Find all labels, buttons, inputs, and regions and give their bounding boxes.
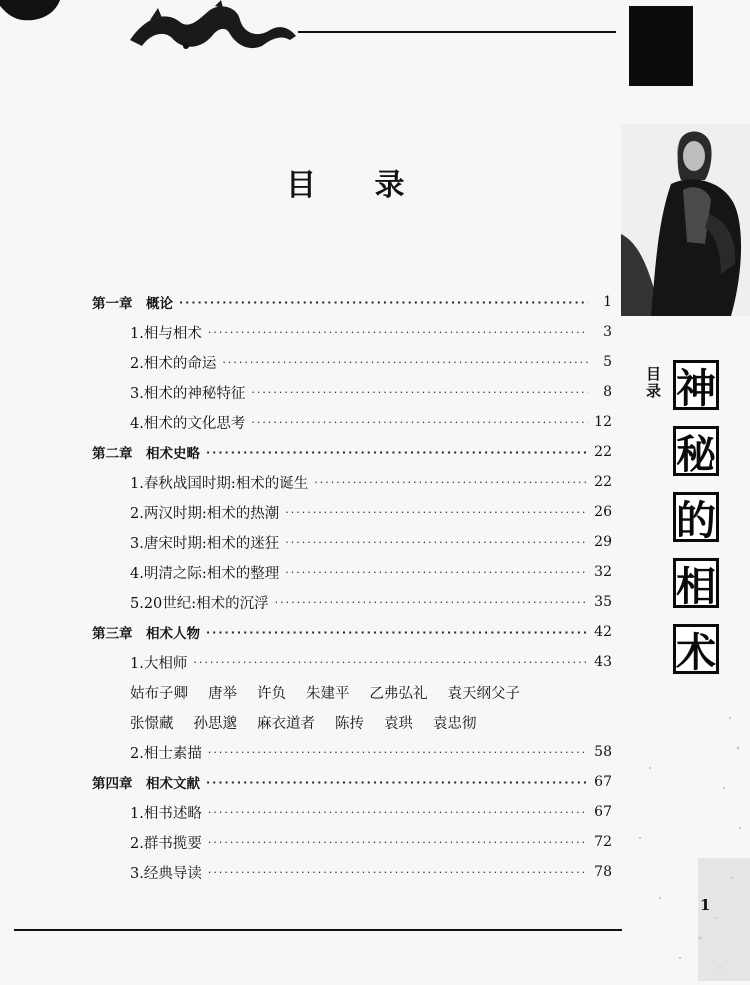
toc-page-number: 22 xyxy=(594,444,612,460)
toc-page-number: 43 xyxy=(594,654,612,670)
toc-item-row[interactable] xyxy=(92,347,612,377)
toc-item-row[interactable] xyxy=(92,467,612,497)
toc-entry-label: 3.唐宋时期:相术的迷狂 xyxy=(130,535,280,552)
bottom-rule xyxy=(14,929,622,931)
toc-leader-dots xyxy=(275,596,588,609)
toc-item-row[interactable] xyxy=(92,587,612,617)
toc-entry-label: 5.20世纪:相术的沉浮 xyxy=(130,595,269,612)
toc-entry-label: 3.相术的神秘特征 xyxy=(130,385,246,402)
toc-page-number: 29 xyxy=(594,534,612,550)
toc-item-row[interactable] xyxy=(92,827,612,857)
toc-leader-dots xyxy=(285,506,588,519)
toc-person-name: 袁忠彻 xyxy=(433,715,477,732)
toc-person-name: 许负 xyxy=(257,685,286,702)
toc-names-row xyxy=(92,707,612,737)
toc-item-row[interactable] xyxy=(92,557,612,587)
toc-leader-dots xyxy=(206,626,588,639)
toc-chapter-row[interactable] xyxy=(92,287,612,317)
toc-chapter-row[interactable] xyxy=(92,767,612,797)
toc-leader-dots xyxy=(251,386,588,399)
toc-entry-label: 1.相与相术 xyxy=(130,325,202,342)
toc-page-number: 8 xyxy=(603,384,612,400)
toc-leader-dots xyxy=(208,866,588,879)
toc-leader-dots xyxy=(208,746,588,759)
toc-page-number: 67 xyxy=(594,804,612,820)
toc-page-number: 32 xyxy=(594,564,612,580)
page-title: 目 录 xyxy=(286,168,429,203)
book-title-char: 相 xyxy=(673,558,719,608)
toc-entry-label: 4.明清之际:相术的整理 xyxy=(130,565,280,582)
toc-entry-label: 2.两汉时期:相术的热潮 xyxy=(130,505,280,522)
toc-leader-dots xyxy=(314,476,588,489)
vertical-book-title xyxy=(670,360,722,690)
toc-page-number: 1 xyxy=(603,294,612,310)
toc-person-name: 袁珙 xyxy=(384,715,413,732)
book-title-char: 术 xyxy=(673,624,719,674)
toc-item-row[interactable] xyxy=(92,797,612,827)
top-rule xyxy=(298,31,616,33)
toc-leader-dots xyxy=(251,416,588,429)
toc-leader-dots xyxy=(208,836,588,849)
side-mulu-label: 目录 xyxy=(646,365,662,400)
toc-entry-label: 4.相术的文化思考 xyxy=(130,415,246,432)
toc-entry-label: 1.春秋战国时期:相术的诞生 xyxy=(130,475,309,492)
toc-entry-label: 第一章 概论 xyxy=(92,296,173,312)
toc-page-number: 42 xyxy=(594,624,612,640)
dragon-ornament xyxy=(0,0,300,58)
toc-person-name: 张憬藏 xyxy=(130,715,174,732)
toc-entry-label: 1.相书述略 xyxy=(130,805,202,822)
toc-page-number: 3 xyxy=(603,324,612,340)
toc-item-row[interactable] xyxy=(92,737,612,767)
toc-names-row xyxy=(92,677,612,707)
toc-entry-label: 第二章 相术史略 xyxy=(92,446,200,462)
toc-leader-dots xyxy=(208,806,588,819)
toc-page-number: 58 xyxy=(594,744,612,760)
portrait-photo xyxy=(621,124,750,316)
toc-leader-dots xyxy=(193,656,588,669)
toc-leader-dots xyxy=(206,446,588,459)
toc-leader-dots xyxy=(179,296,588,309)
book-title-char: 秘 xyxy=(673,426,719,476)
toc-person-name: 朱建平 xyxy=(306,685,350,702)
table-of-contents xyxy=(92,287,612,887)
toc-person-name: 麻衣道者 xyxy=(257,715,315,732)
toc-item-row[interactable] xyxy=(92,527,612,557)
toc-leader-dots xyxy=(285,566,588,579)
book-title-char: 神 xyxy=(673,360,719,410)
toc-chapter-row[interactable] xyxy=(92,617,612,647)
toc-page-number: 35 xyxy=(594,594,612,610)
book-title-char: 的 xyxy=(673,492,719,542)
corner-block xyxy=(629,6,693,86)
toc-page-number: 26 xyxy=(594,504,612,520)
toc-person-name: 袁天纲父子 xyxy=(447,685,520,702)
toc-item-row[interactable] xyxy=(92,497,612,527)
toc-leader-dots xyxy=(208,326,588,339)
page-number: 1 xyxy=(700,896,711,914)
toc-entry-label: 2.群书揽要 xyxy=(130,835,202,852)
toc-leader-dots xyxy=(222,356,588,369)
toc-item-row[interactable] xyxy=(92,647,612,677)
toc-person-name: 唐举 xyxy=(208,685,237,702)
toc-person-name: 陈抟 xyxy=(335,715,364,732)
toc-item-row[interactable] xyxy=(92,857,612,887)
toc-page-number: 72 xyxy=(594,834,612,850)
toc-entry-label: 3.经典导读 xyxy=(130,865,202,882)
toc-page-number: 67 xyxy=(594,774,612,790)
toc-entry-label: 2.相术的命运 xyxy=(130,355,217,372)
toc-person-name: 孙思邈 xyxy=(193,715,237,732)
toc-entry-label: 第四章 相术文献 xyxy=(92,776,200,792)
toc-entry-label: 1.大相师 xyxy=(130,655,188,672)
toc-chapter-row[interactable] xyxy=(92,437,612,467)
toc-item-row[interactable] xyxy=(92,407,612,437)
toc-leader-dots xyxy=(206,776,588,789)
toc-page-number: 22 xyxy=(594,474,612,490)
toc-item-row[interactable] xyxy=(92,317,612,347)
toc-page-number: 5 xyxy=(603,354,612,370)
toc-item-row[interactable] xyxy=(92,377,612,407)
toc-person-name: 乙弗弘礼 xyxy=(369,685,428,702)
toc-person-name: 姑布子卿 xyxy=(130,685,188,702)
toc-entry-label: 第三章 相术人物 xyxy=(92,626,200,642)
toc-page-number: 12 xyxy=(594,414,612,430)
toc-entry-label: 2.相士素描 xyxy=(130,745,202,762)
toc-leader-dots xyxy=(285,536,588,549)
toc-page-number: 78 xyxy=(594,864,612,880)
